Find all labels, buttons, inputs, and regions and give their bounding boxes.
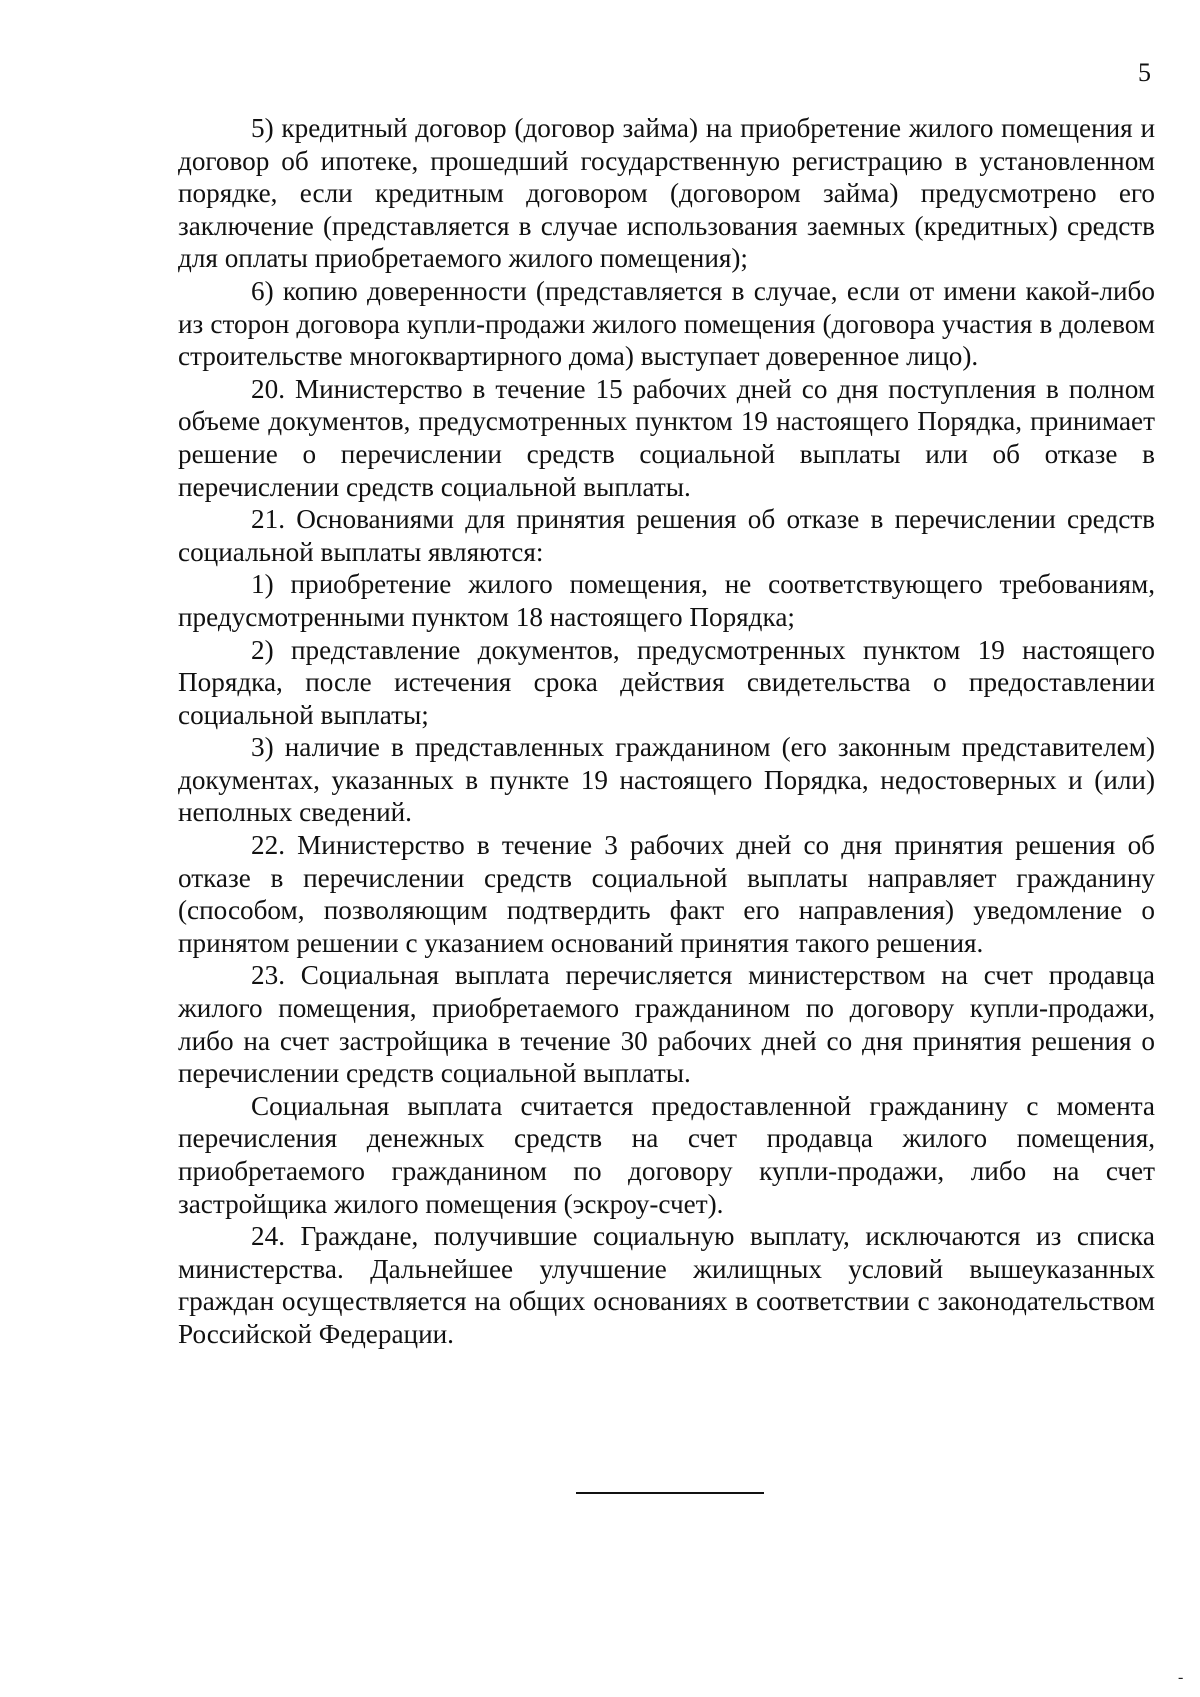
document-body bbox=[178, 112, 1155, 1351]
scan-corner-mark: - bbox=[1178, 1669, 1184, 1686]
paragraph-item-5: 5) кредитный договор (договор займа) на приобретение жилого помещения и договор об ипотеке, прошедший государственную регистрацию в установленном порядке, если кредитным договором (договором займа) предусмотрено его заключение (представляется в случае использования заемных (кредитных) средств для оплаты приобретаемого жилого помещения); bbox=[178, 113, 1155, 274]
paragraph-clause-21-item-1: 1) приобретение жилого помещения, не соответствующего требованиям, предусмотренными пунктом 18 настоящего Порядка; bbox=[178, 569, 1155, 632]
paragraph-item-6: 6) копию доверенности (представляется в случае, если от имени какой-либо из сторон договора купли-продажи жилого помещения (договора участия в долевом строительстве многоквартирного дома) выступает доверенное лицо). bbox=[178, 275, 1155, 372]
paragraph-clause-23-continued: Социальная выплата считается предоставленной гражданину с момента перечисления денежных средств на счет продавца жилого помещения, приобретаемого гражданином по договору купли-продажи, либо на счет застройщика жилого помещения (эскроу-счет). bbox=[178, 1090, 1155, 1219]
paragraph-clause-22: 22. Министерство в течение 3 рабочих дней со дня принятия решения об отказе в перечислении средств социальной выплаты направляет гражданину (способом, позволяющим подтвердить факт его направления) уведомление о принятом решении с указанием оснований принятия такого решения. bbox=[178, 830, 1155, 958]
paragraph-clause-20: 20. Министерство в течение 15 рабочих дней со дня поступления в полном объеме документов, предусмотренных пунктом 19 настоящего Порядка, принимает решение о перечислении средств социальной выплаты или об отказе в перечислении средств социальной выплаты. bbox=[178, 373, 1155, 502]
paragraph-clause-24: 24. Граждане, получившие социальную выплату, исключаются из списка министерства. Дальнейшее улучшение жилищных условий вышеуказанных граждан осуществляется на общих основаниях в соответствии с законодательством Российской Федерации. bbox=[178, 1221, 1155, 1349]
paragraph-clause-21: 21. Основаниями для принятия решения об отказе в перечислении средств социальной выплаты являются: bbox=[178, 504, 1155, 567]
page-number: 5 bbox=[1138, 58, 1151, 87]
paragraph-clause-21-item-2: 2) представление документов, предусмотренных пунктом 19 настоящего Порядка, после истечения срока действия свидетельства о предоставлении социальной выплаты; bbox=[178, 634, 1155, 730]
paragraph-clause-21-item-3: 3) наличие в представленных гражданином (его законным представителем) документах, указанных в пункте 19 настоящего Порядка, недостоверных и (или) неполных сведений. bbox=[178, 732, 1155, 828]
paragraph-clause-23: 23. Социальная выплата перечисляется министерством на счет продавца жилого помещения, приобретаемого гражданином по договору купли-продажи, либо на счет застройщика в течение 30 рабочих дней со дня принятия решения о перечислении средств социальной выплаты. bbox=[178, 960, 1155, 1089]
end-of-text-divider bbox=[576, 1492, 764, 1494]
